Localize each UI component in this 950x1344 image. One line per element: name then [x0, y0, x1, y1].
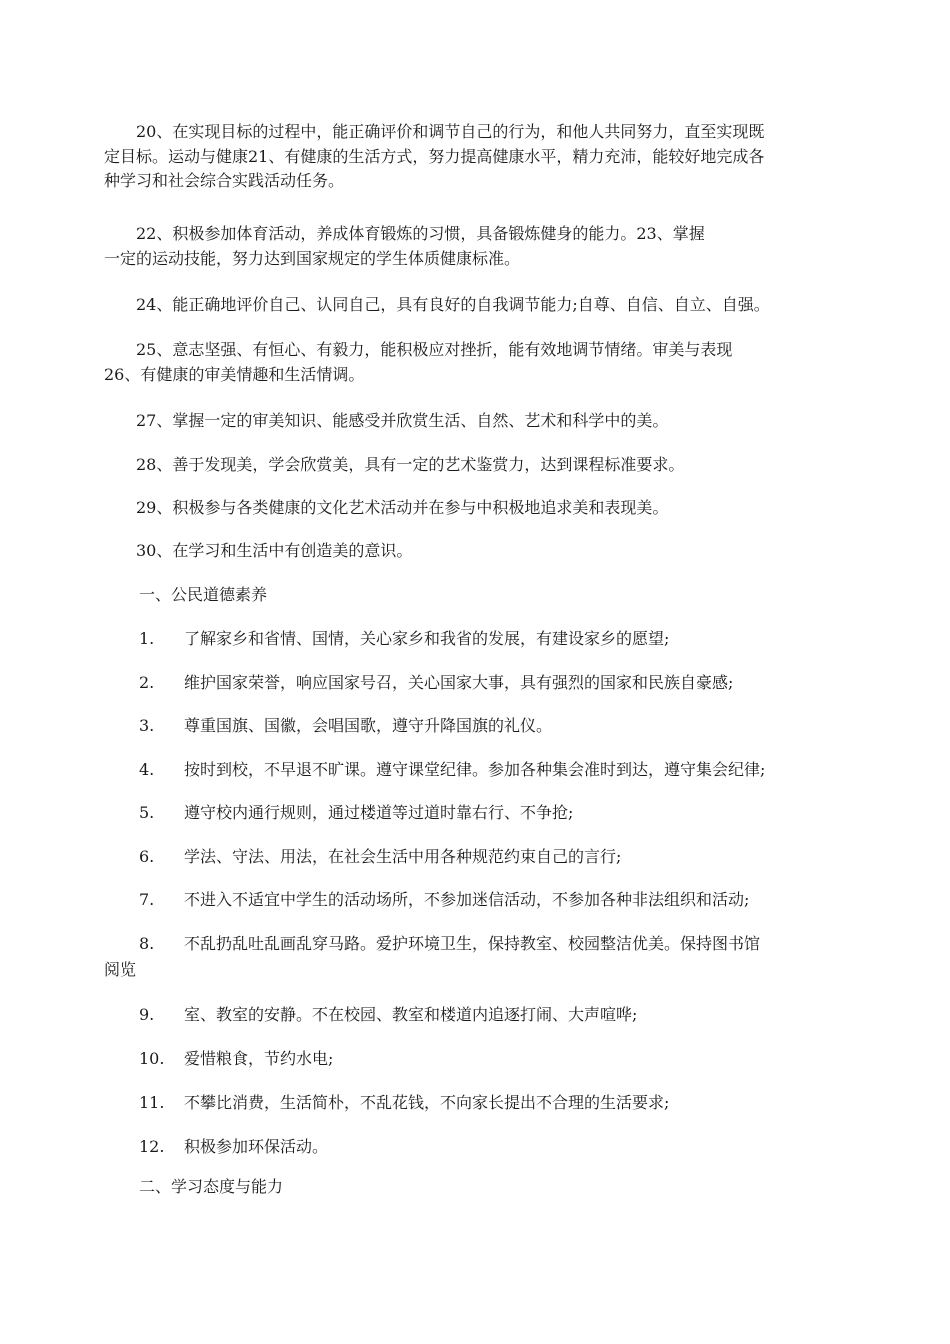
paragraph-28: 28、善于发现美，学会欣赏美，具有一定的艺术鉴赏力，达到课程标准要求。	[104, 455, 685, 474]
list-item	[139, 627, 859, 652]
section-heading-civic-morality: 一、公民道德素养	[139, 585, 268, 604]
list-item-number: 8.	[139, 934, 155, 953]
list-item	[139, 1047, 859, 1072]
list-item	[139, 671, 859, 696]
list-item-number: 1.	[139, 629, 155, 648]
list-item-number: 4.	[139, 760, 155, 779]
list-item-number: 3.	[139, 716, 155, 735]
list-item	[139, 801, 859, 826]
list-item-text: 不进入不适宜中学生的活动场所，不参加迷信活动，不参加各种非法组织和活动;	[184, 890, 750, 909]
paragraph-29: 29、积极参与各类健康的文化艺术活动并在参与中积极地追求美和表现美。	[104, 498, 669, 517]
list-item-number: 2.	[139, 673, 155, 692]
paragraph-25-26: 25、意志坚强、有恒心、有毅力，能积极应对挫折，能有效地调节情绪。审美与表现 26、有健康的审美情趣和生活情调。	[104, 340, 733, 384]
list-item-text: 室、教室的安静。不在校园、教室和楼道内追逐打闹、大声喧哗;	[184, 1005, 638, 1024]
paragraph-24: 24、能正确地评价自己、认同自己，具有良好的自我调节能力;自尊、自信、自立、自强。	[104, 295, 770, 314]
list-item-number: 10.	[139, 1049, 165, 1068]
list-item-text: 维护国家荣誉，响应国家号召，关心国家大事，具有强烈的国家和民族自豪感;	[184, 673, 734, 692]
list-item	[139, 1091, 859, 1116]
paragraph-27: 27、掌握一定的审美知识、能感受并欣赏生活、自然、艺术和科学中的美。	[104, 411, 669, 430]
list-item-continuation: 阅览	[104, 960, 137, 979]
list-item-number: 7.	[139, 890, 155, 909]
list-item-number: 11.	[139, 1093, 165, 1112]
list-item	[139, 932, 859, 957]
list-item	[139, 1003, 859, 1028]
list-item-text: 了解家乡和省情、国情，关心家乡和我省的发展，有建设家乡的愿望;	[184, 629, 670, 648]
list-item-text: 积极参加环保活动。	[184, 1137, 329, 1156]
list-item-text: 不乱扔乱吐乱画乱穿马路。爱护环境卫生，保持教室、校园整洁优美。保持图书馆	[184, 934, 761, 953]
list-item	[139, 758, 859, 783]
list-item	[139, 1135, 859, 1160]
list-item-number: 6.	[139, 847, 155, 866]
list-item-text: 遵守校内通行规则，通过楼道等过道时靠右行、不争抢;	[184, 803, 574, 822]
list-item-number: 12.	[139, 1137, 165, 1156]
list-item	[139, 888, 859, 913]
section-heading-learning-attitude: 二、学习态度与能力	[139, 1177, 284, 1196]
list-item-text: 按时到校，不早退不旷课。遵守课堂纪律。参加各种集会准时到达，遵守集会纪律;	[184, 760, 766, 779]
list-item-number: 5.	[139, 803, 155, 822]
list-item-text: 学法、守法、用法，在社会生活中用各种规范约束自己的言行;	[184, 847, 622, 866]
list-item	[139, 714, 859, 739]
list-item-text: 爱惜粮食，节约水电;	[184, 1049, 334, 1068]
list-item-number: 9.	[139, 1005, 155, 1024]
paragraph-20-21: 20、在实现目标的过程中，能正确评价和调节自己的行为，和他人共同努力，直至实现既 定目标。运动与健康21、有健康的生活方式，努力提高健康水平，精力充沛，能较好地完成各 种学习和社会综合实践活动任务。	[104, 122, 765, 190]
list-item-text: 不攀比消费，生活简朴，不乱花钱，不向家长提出不合理的生活要求;	[184, 1093, 670, 1112]
paragraph-22-23: 22、积极参加体育活动，养成体育锻炼的习惯，具备锻炼健身的能力。23、掌握 一定的运动技能，努力达到国家规定的学生体质健康标准。	[104, 224, 705, 268]
paragraph-30: 30、在学习和生活中有创造美的意识。	[104, 541, 413, 560]
list-item-text: 尊重国旗、国徽，会唱国歌，遵守升降国旗的礼仪。	[184, 716, 553, 735]
list-item	[139, 845, 859, 870]
